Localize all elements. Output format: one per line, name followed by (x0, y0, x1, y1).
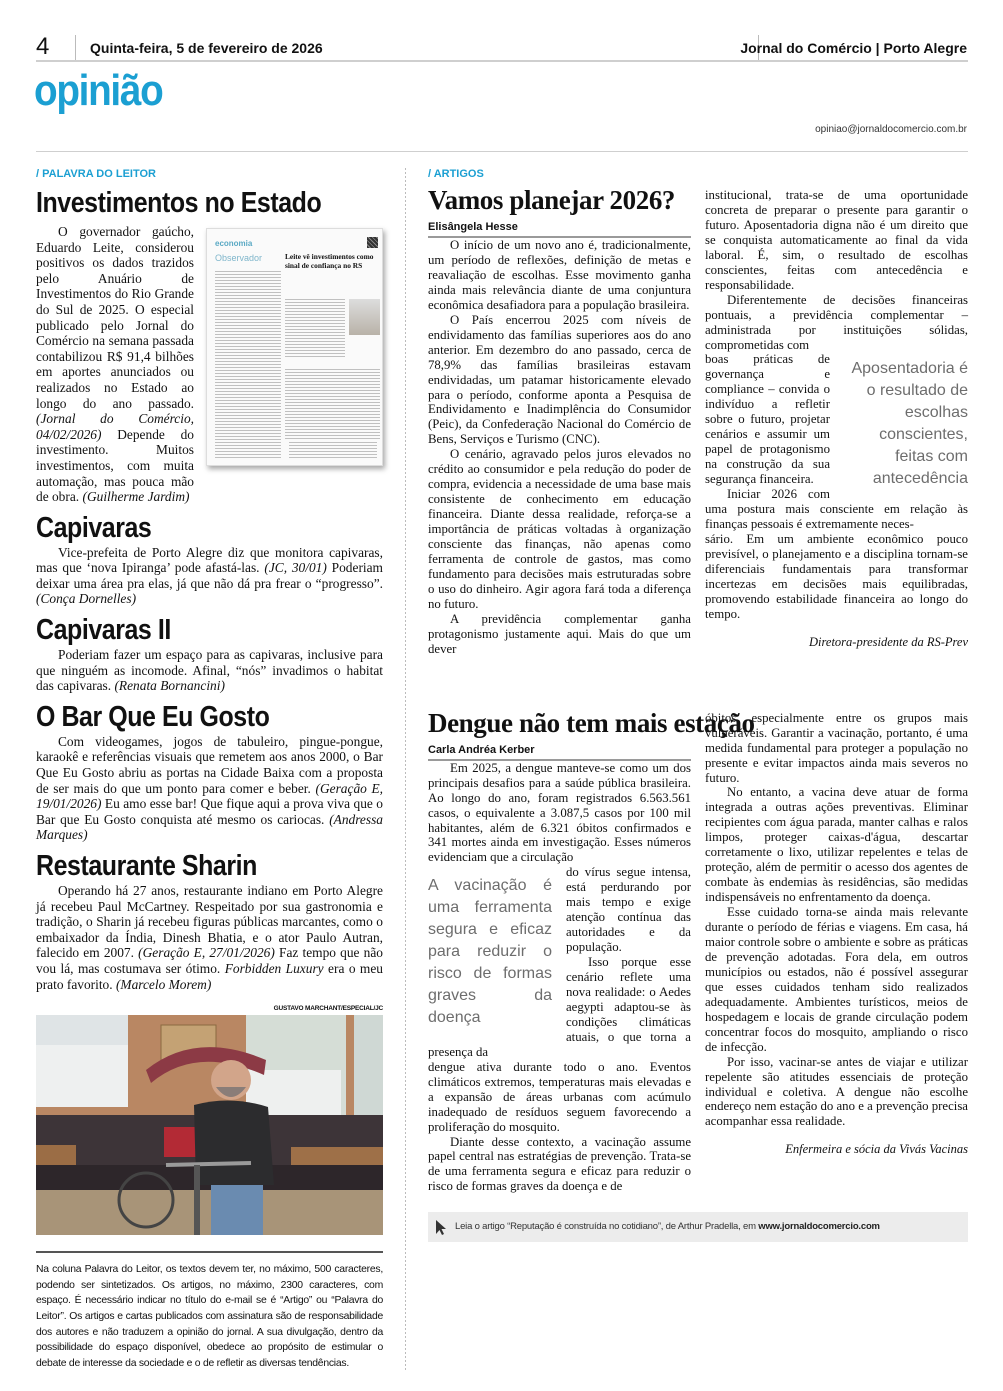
letter-body (36, 224, 194, 505)
opinion-email-link[interactable]: opiniao@jornaldocomercio.com.br (815, 124, 967, 135)
article-author: Carla Andréa Kerber (428, 743, 535, 756)
article-paragraph: Diante desse contexto, a vacinação assume papel central nas estratégias de prevenção. Trata-se de uma ferramenta segura e eficaz para reduzir o risco de formas graves da doença e de (428, 1134, 691, 1194)
article-paragraph: O País encerrou 2025 com níveis de endividamento das famílias superiores aos do ano anterior. Em dezembro do ano passado, cerca de 78,9% das famílias brasileiras estavam endividadas, um patamar historicamente elevado para o período, conforme aponta a Pesquisa de Endividamento e Inadimplência do Consumidor (Peic), da Confederação Nacional do Comércio de Bens, Serviços e Turismo (CNC). (428, 312, 691, 447)
artigos-column (428, 168, 968, 1371)
photo-credit: GUSTAVO MARCHANT/ESPECIAL/JC (273, 1005, 383, 1013)
qr-code-icon (367, 237, 378, 248)
letter-source: (JC, 30/01) (264, 560, 327, 576)
letter-author: (Guilherme Jardim) (82, 489, 190, 505)
pull-quote: A vacinação é uma ferramenta segura e eficaz para reduzir o risco de formas graves da doença (428, 877, 552, 1027)
edition-date: Quinta-feira, 5 de fevereiro de 2026 (90, 40, 323, 56)
article-title: Vamos planejar 2026? (428, 185, 676, 215)
letter-comment: Poderiam deixar uma área pra elas, já que não dá pra frear o “progresso”. (36, 560, 383, 591)
pull-quote: Aposentadoria é o resultado de escolhas conscientes, feitas com antecedência (851, 360, 968, 488)
letter-source: (Geração E, 27/01/2026) (138, 945, 275, 961)
letter-source: (Geração E, 19/01/2026) (36, 780, 383, 812)
article-paragraph: sário. Em um ambiente econômico pouco previsível, o planejamento e a disciplina tornam-se diferenciais fundamentais para transformar incertezas em decisões mais equilibradas, promovendo estabilidade financeira ao longo do tempo. (705, 531, 968, 621)
letter-text: Com videogames, jogos de tabuleiro, pingue-pongue, karaokê e referências visuais que remetem aos anos 2000, o Bar Que Eu Gosto abriu as portas na Cidade Baixa com a proposta de ser mais do que um ponto para comer e beber. (36, 733, 383, 796)
related-article-description: Leia o artigo “Reputação é construída no cotidiano”, de Arthur Pradella, em (455, 1221, 756, 1233)
article-column (705, 188, 968, 650)
article-paragraph: No entanto, a vacina deve atuar de forma integrada a outras ações preventivas. Eliminar recipientes com água parada, manter calhas e ralos limpos, proteger caixas-d'água, descartar corretamente o lixo, utilizar repelentes e telas de proteção, além de permitir o acesso dos agentes de combate às endemias às residências, são medidas indispensáveis no enfrentamento da doença. (705, 785, 968, 905)
letter-title: Investimentos no Estado (36, 187, 322, 219)
letter-body (36, 545, 383, 607)
related-article-banner[interactable] (428, 1212, 968, 1242)
letter-comment: Depende do investimento. Muitos investimentos, com muita automação, mas pouca mão de obra. (36, 426, 194, 505)
thumbnail-text-lines (285, 299, 345, 359)
article-paragraph: A previdência complementar ganha protagonismo justamente aqui. Mais do que um dever (428, 611, 691, 656)
article-column (428, 188, 691, 657)
newspaper-page-thumbnail (206, 228, 383, 466)
thumbnail-text-lines (285, 369, 380, 439)
article (428, 703, 968, 1195)
letter-body (36, 734, 383, 843)
letter-comment-dish: Forbidden Luxury (224, 960, 324, 976)
cursor-arrow-icon (435, 1219, 447, 1235)
letter-title: O Bar Que Eu Gosto (36, 700, 270, 733)
article-author: Elisângela Hesse (428, 221, 518, 233)
notice-rule (36, 1251, 383, 1253)
letter-text: O governador gaúcho, Eduardo Leite, considerou positivos os dados trazidos pelo Anuário de Investimentos do Rio Grande do Sul de 2025. O especial publicado pelo Jornal do Comércio na semana passada contabilizou R$ 91,4 bilhões em aportes anunciados ou realizados no Estado ao longo do ano passado. (36, 224, 194, 411)
masthead-rule (36, 60, 968, 62)
masthead-divider (75, 35, 76, 61)
article-columns (428, 711, 968, 1195)
letter-author: (Conça Dornelles) (36, 591, 137, 607)
author-signature: Diretora-presidente da RS-Prev (809, 634, 968, 649)
article-paragraph: institucional, trata-se de uma oportunidade concreta de preparar o presente para garantir o futuro. Aposentadoria digna não é um direito que se conquista automaticamente ao final da vida laboral. É, sim, o resultado de escolhas conscientes, feitas com antecedência e responsabilidade. (705, 188, 968, 292)
article-title: Dengue não tem mais estação (428, 707, 755, 738)
kicker-palavra-do-leitor: / PALAVRA DO LEITOR (36, 168, 156, 180)
palavra-do-leitor-column (36, 168, 383, 1371)
letter-text: Poderiam fazer um espaço para as capivaras, inclusive para que ninguém as incomode. Afinal, “nós” invadimos o habitat das capivaras. (36, 647, 383, 694)
article-paragraph: Isso porque esse cenário reflete uma nova realidade: o Aedes aegypti adaptou-se às condições climáticas atuais, o que torna a presença da (428, 955, 691, 1059)
page-number: 4 (36, 33, 50, 60)
article-paragraph: do vírus segue intensa, está perdurando por mais tempo e exige atenção contínua das autoridades e da população. (566, 865, 691, 955)
article-paragraph: óbitos, especialmente entre os grupos mais vulneráveis. Garantir a vacinação, portanto, é uma medida fundamental para proteger a população no presente e evitar impactos ainda mais severos no futuro. (705, 710, 968, 785)
letter-author: (Renata Bornancini) (114, 678, 225, 694)
masthead (0, 0, 1003, 152)
letter-with-thumbnail (36, 224, 383, 505)
letter-source: (Jornal do Comércio, 04/02/2026) (36, 411, 194, 442)
letter-body (36, 883, 383, 992)
thumbnail-text-lines (215, 271, 281, 459)
thumbnail-photo (349, 299, 380, 335)
restaurant-photo (36, 1015, 383, 1235)
article-column (705, 711, 968, 1158)
article-paragraph: dengue ativa durante todo o ano. Eventos climáticos extremos, temperaturas mais elevadas e a expansão de áreas urbanas com acúmulo inadequado de resíduos seguem favorecendo a proliferação do mosquito. (428, 1059, 691, 1134)
column-divider (405, 168, 406, 1371)
letter-author: (Andressa Marques) (36, 811, 383, 843)
restaurant-photo-illustration (36, 1015, 383, 1235)
article-paragraph: boas práticas de governança e compliance – convida o indivíduo a refletir sobre o futuro, projetar cenários e assumir um papel de protagonismo na construção da sua segurança financeira. (705, 352, 830, 487)
thumbnail-column: Observador (215, 253, 263, 263)
article-paragraph: Diferentemente de decisões financeiras pontuais, a previdência complementar – administrada por instituições sólidas, comprometidas com (705, 292, 968, 352)
letter-comment: Eu amo esse bar! Que fique aqui a prova viva que o Bar que Eu Gosto conquista até mesmo os cariocas. (36, 796, 383, 827)
thumbnail-text-lines (289, 442, 377, 460)
letter-text: Vice-prefeita de Porto Alegre diz que monitora capivaras, mas que ‘nova Ipiranga’ pode afastá-las. (36, 544, 383, 576)
letter-title: Capivaras (36, 511, 152, 544)
related-article-text (455, 1221, 880, 1233)
submission-notice: Na coluna Palavra do Leitor, os textos devem ter, no máximo, 500 caracteres, podendo ser sintetizados. Os artigos, no máximo, 2300 caracteres, com espaço. É necessário indicar no título do e-mail se é “Artigo” ou “Palavra do Leitor”. Os artigos e cartas publicados com assinatura são de responsabilidade dos autores e não traduzem a opinião do jornal. A sua divulgação, dentro da possibilidade do espaço disponível, obedece ao propósito de estimular o debate de interesse da sociedade e o de refletir as diversas tendências. (36, 1264, 383, 1369)
letter-author: (Marcelo Morem) (115, 976, 212, 992)
article (428, 180, 968, 657)
letter-title: Capivaras II (36, 614, 171, 647)
article-paragraph: O início de um novo ano é, tradicionalmente, um período de reflexões, definição de metas e reavaliação de escolhas. Esse movimento ganha ainda mais relevância diante de uma conjuntura econômica desafiadora para a população brasileira. (428, 238, 691, 312)
article-paragraph: O cenário, agravado pelos juros elevados no crédito ao consumidor e pela redução do poder de compra, evidencia a necessidade de uma base mais consistente de conhecimento em educação financeira. Diante dessa realidade, reforça-se a importância de práticas voltadas à organização consciente das finanças, não apenas como ferramenta de controle de gastos, mas como fundamento para decisões mais estruturadas sobre o uso do dinheiro. Agir agora fará toda a diferença no futuro. (428, 447, 691, 611)
article-column-text (705, 711, 968, 1130)
article-paragraph: Esse cuidado torna-se ainda mais relevante durante o período de férias e viagens. Em casa, há maior controle sobre o ambiente e sobre as práticas de prevenção adotadas. Fora dela, em outros municípios ou estados, não é possível assegurar que esses cuidados tenham sido realizados adequadamente. Ambientes turísticos, meios de hospedagem e locais de grande circulação podem concentrar focos do mosquito, ampliando o risco de infecção. (705, 905, 968, 1054)
thumbnail-headline: Leite vê investimentos como sinal de confiança no RS (285, 252, 374, 270)
letter-text: Operando há 27 anos, restaurante indiano em Porto Alegre já recebeu Paul McCartney. Respeitado por sua gastronomia e tradição, o Sharin já recebeu figuras públicas marcantes, como o embaixador da Índia, Dinesh Bhatia, e o ator Paulo Autran, falecido em 2007. (36, 883, 383, 961)
section-title: opinião (34, 66, 163, 115)
article-column-text (705, 188, 968, 622)
article-paragraph: Iniciar 2026 com uma postura mais consciente em relação às finanças pessoais é extremamente neces- (705, 487, 968, 531)
kicker-artigos: / ARTIGOS (428, 168, 484, 180)
newspaper-name: Jornal do Comércio | Porto Alegre (740, 40, 967, 56)
article-columns (428, 188, 968, 657)
author-signature: Enfermeira e sócia da Vivás Vacinas (785, 1142, 968, 1157)
page-columns (0, 152, 1003, 1391)
article-paragraph: Por isso, vacinar-se antes de viajar e utilizar repelente são atitudes essenciais de proteção individual e coletiva. A dengue não escolhe endereço nem estação do ano e a prevenção precisa acompanhar essa realidade. (705, 1054, 968, 1129)
letter-body (36, 647, 383, 694)
article-column (428, 711, 691, 1195)
letter-comment: era o meu prato favorito. (36, 960, 383, 992)
letter-comment: Faz tempo que não vou lá, mas costumava ser ótimo. (36, 945, 383, 976)
article-paragraph: Em 2025, a dengue manteve-se como um dos principais desafios para a saúde pública brasileira. Ao longo do ano, foram registrados 6.563.561 casos, o equivalente a 3.087,5 casos por 100 mil habitantes, além de 6.321 óbitos confirmados e 341 mortes ainda em investigação. Esses números evidenciam que a circulação (428, 760, 691, 865)
thumbnail-section: economia (215, 239, 253, 248)
letter-title: Restaurante Sharin (36, 850, 257, 882)
website-link[interactable]: www.jornaldocomercio.com (758, 1221, 880, 1233)
